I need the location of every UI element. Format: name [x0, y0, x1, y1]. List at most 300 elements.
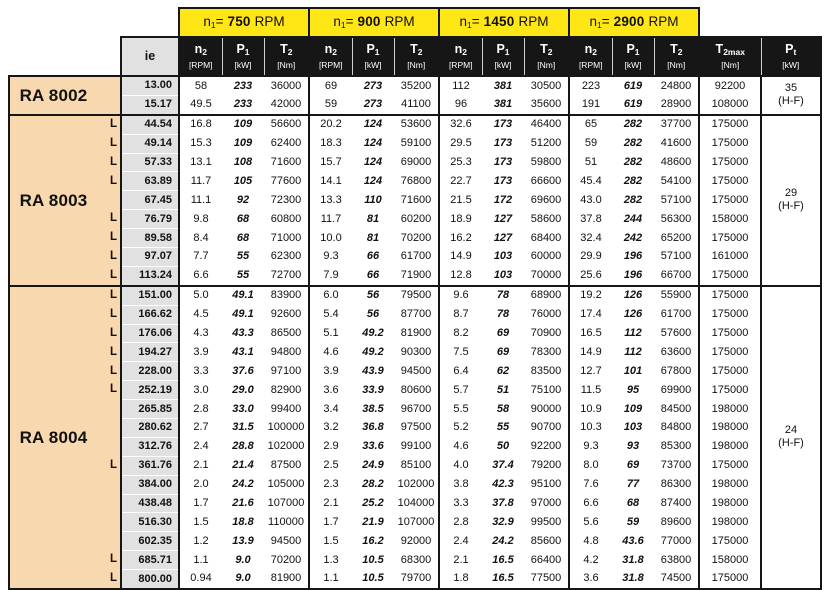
cell-p1: 21.4 [222, 456, 264, 475]
cell-n2: 51 [569, 153, 612, 172]
cell-t2: 99400 [264, 400, 309, 419]
cell-t2: 72300 [264, 191, 309, 210]
cell-n2: 18.9 [439, 210, 482, 229]
cell-t2: 107000 [394, 513, 439, 532]
cell-t2max: 175000 [699, 532, 761, 551]
cell-p1: 112 [612, 343, 654, 362]
cell-p1: 77 [612, 475, 654, 494]
col-header-t2 [264, 37, 309, 76]
col-header-n2 [569, 37, 612, 76]
col-header-unit: [kW] [234, 60, 252, 70]
cell-p1: 56 [352, 305, 394, 324]
symbol-subscript: 2 [332, 47, 337, 57]
cell-t2: 72700 [264, 266, 309, 285]
cell-t2: 60800 [264, 210, 309, 229]
cell-t2: 92000 [394, 532, 439, 551]
cell-n2: 15.7 [309, 153, 352, 172]
cell-t2: 28900 [654, 95, 699, 114]
table-row [9, 343, 821, 362]
col-header-ie: ie [121, 37, 179, 76]
cell-n2: 96 [439, 95, 482, 114]
table-row [9, 362, 821, 381]
table-row [9, 513, 821, 532]
cell-n2: 1.5 [179, 513, 222, 532]
cell-p1: 81 [352, 229, 394, 248]
cell-t2: 110000 [264, 513, 309, 532]
cell-ie: 685.71 [121, 551, 179, 570]
cell-n2: 13.3 [309, 191, 352, 210]
cell-p1: 43.3 [222, 324, 264, 343]
symbol-subscript: 2 [547, 47, 553, 57]
cell-n2: 29.9 [569, 248, 612, 267]
col-header-p1 [612, 37, 654, 76]
col-header-unit: [Nm] [537, 60, 556, 70]
cell-t2: 70000 [524, 266, 569, 285]
cell-p1: 69 [482, 324, 524, 343]
cell-t2: 71600 [394, 191, 439, 210]
cell-t2: 81900 [394, 324, 439, 343]
table-body [9, 76, 821, 589]
cell-p1: 66 [352, 248, 394, 267]
cell-p1: 31.8 [612, 551, 654, 570]
cell-p1: 109 [222, 134, 264, 153]
cell-t2: 77500 [524, 570, 569, 589]
cell-n2: 8.7 [439, 305, 482, 324]
cell-p1: 33.6 [352, 437, 394, 456]
speed-unit: RPM [384, 14, 415, 30]
table-row [9, 475, 821, 494]
cell-t2: 102000 [264, 437, 309, 456]
cell-t2: 54100 [654, 172, 699, 191]
cell-t2: 90300 [394, 343, 439, 362]
cell-p1: 282 [612, 172, 654, 191]
col-header-unit: [kW] [624, 60, 642, 70]
cell-p1: 196 [612, 248, 654, 267]
cell-ie: 63.89 [121, 172, 179, 191]
cell-n2: 45.4 [569, 172, 612, 191]
cell-p1: 51 [482, 381, 524, 400]
cell-t2max: 175000 [699, 343, 761, 362]
cell-p1: 110 [352, 191, 394, 210]
cell-n2: 8.2 [439, 324, 482, 343]
cell-p1: 282 [612, 153, 654, 172]
cell-t2max: 175000 [699, 305, 761, 324]
cell-n2: 1.1 [309, 570, 352, 589]
cell-p1: 103 [482, 266, 524, 285]
cell-p1: 273 [352, 76, 394, 95]
cell-p1: 242 [612, 229, 654, 248]
cell-p1: 93 [612, 437, 654, 456]
cell-p1: 38.5 [352, 400, 394, 419]
col-header-symbol [395, 43, 439, 59]
gear-ratings-table-wrapper [8, 7, 822, 590]
cell-p1: 28.2 [352, 475, 394, 494]
cell-n2: 3.9 [179, 343, 222, 362]
cell-n2: 2.3 [309, 475, 352, 494]
cell-n2: 43.0 [569, 191, 612, 210]
cell-p1: 233 [222, 95, 264, 114]
cell-t2: 95100 [524, 475, 569, 494]
cell-n2: 2.4 [179, 437, 222, 456]
cell-n2: 5.2 [439, 419, 482, 438]
cell-p1: 282 [612, 134, 654, 153]
pt-note: (H-F) [778, 95, 804, 108]
symbol-subscript: t [793, 47, 797, 57]
cell-p1: 105 [222, 172, 264, 191]
cell-t2: 83500 [524, 362, 569, 381]
speed-unit: RPM [648, 14, 679, 30]
symbol-text: T [670, 42, 678, 56]
gear-ratings-table [8, 7, 822, 590]
cell-t2: 70200 [394, 229, 439, 248]
cell-ie: 15.17 [121, 95, 179, 114]
cell-n2: 32.4 [569, 229, 612, 248]
cell-t2: 96700 [394, 400, 439, 419]
cell-l-marker: L [97, 324, 121, 343]
cell-n2: 16.8 [179, 115, 222, 134]
cell-t2: 102000 [394, 475, 439, 494]
cell-t2max: 198000 [699, 419, 761, 438]
cell-p1: 108 [222, 153, 264, 172]
cell-l-marker [97, 419, 121, 438]
cell-t2: 68400 [524, 229, 569, 248]
cell-n2: 1.3 [309, 551, 352, 570]
col-header-symbol [570, 43, 612, 59]
cell-p1: 124 [352, 134, 394, 153]
table-header [9, 8, 821, 76]
symbol-text: P [366, 42, 375, 56]
cell-l-marker [97, 400, 121, 419]
cell-p1: 78 [482, 286, 524, 305]
cell-t2: 24800 [654, 76, 699, 95]
cell-l-marker: L [97, 210, 121, 229]
cell-p1: 68 [612, 494, 654, 513]
cell-t2max: 175000 [699, 286, 761, 305]
col-header-symbol [440, 43, 482, 59]
cell-ie: 76.79 [121, 210, 179, 229]
cell-n2: 6.0 [309, 286, 352, 305]
cell-p1: 81 [352, 210, 394, 229]
cell-t2max: 175000 [699, 456, 761, 475]
symbol-subscript: 2 [677, 47, 683, 57]
symbol-subscript: 1 [504, 47, 510, 57]
cell-l-marker [97, 76, 121, 95]
speed-header-750 [179, 8, 309, 37]
cell-t2: 63600 [654, 343, 699, 362]
cell-t2: 41600 [654, 134, 699, 153]
cell-n2: 9.3 [309, 248, 352, 267]
cell-n2: 2.9 [309, 437, 352, 456]
cell-n2: 11.7 [179, 172, 222, 191]
cell-p1: 381 [482, 76, 524, 95]
cell-t2: 78300 [524, 343, 569, 362]
cell-n2: 0.94 [179, 570, 222, 589]
table-row [9, 115, 821, 134]
cell-t2: 51200 [524, 134, 569, 153]
table-row [9, 456, 821, 475]
cell-n2: 6.4 [439, 362, 482, 381]
cell-n2: 1.7 [179, 494, 222, 513]
cell-n2: 5.4 [309, 305, 352, 324]
symbol-text: n [194, 42, 203, 56]
cell-t2: 86500 [264, 324, 309, 343]
cell-p1: 37.4 [482, 456, 524, 475]
cell-p1: 78 [482, 305, 524, 324]
speed-subscript: 1 [210, 20, 216, 31]
col-header-p1 [482, 37, 524, 76]
cell-n2: 8.0 [569, 456, 612, 475]
cell-p1: 233 [222, 76, 264, 95]
cell-t2: 70200 [264, 551, 309, 570]
cell-n2: 12.7 [569, 362, 612, 381]
cell-n2: 10.9 [569, 400, 612, 419]
col-header-symbol [223, 43, 264, 59]
table-row [9, 153, 821, 172]
symbol-subscript: 1 [634, 47, 640, 57]
symbol-text: P [496, 42, 505, 56]
corner-blank [699, 8, 821, 37]
cell-t2: 67800 [654, 362, 699, 381]
cell-p1: 56 [352, 286, 394, 305]
speed-header-1450 [439, 8, 569, 37]
cell-n2: 9.3 [569, 437, 612, 456]
cell-t2max: 158000 [699, 551, 761, 570]
cell-t2max: 175000 [699, 134, 761, 153]
cell-t2: 60200 [394, 210, 439, 229]
cell-ie: 57.33 [121, 153, 179, 172]
cell-n2: 7.5 [439, 343, 482, 362]
cell-t2: 73700 [654, 456, 699, 475]
col-header-unit: [RPM] [578, 60, 603, 70]
col-header-unit: [Nm] [667, 60, 686, 70]
cell-p1: 16.5 [482, 570, 524, 589]
speed-symbol: n [459, 14, 468, 30]
cell-t2: 80600 [394, 381, 439, 400]
col-header-symbol [700, 43, 761, 59]
table-row [9, 248, 821, 267]
cell-l-marker: L [97, 362, 121, 381]
col-header-unit: [RPM] [188, 60, 213, 70]
cell-l-marker: L [97, 248, 121, 267]
cell-t2: 86300 [654, 475, 699, 494]
cell-p1: 126 [612, 286, 654, 305]
cell-l-marker [97, 513, 121, 532]
cell-n2: 4.8 [569, 532, 612, 551]
cell-t2max: 175000 [699, 381, 761, 400]
cell-n2: 4.5 [179, 305, 222, 324]
cell-l-marker: L [97, 134, 121, 153]
cell-t2: 84500 [654, 400, 699, 419]
cell-l-marker [97, 494, 121, 513]
cell-t2max: 158000 [699, 210, 761, 229]
symbol-subscript: 2max [723, 47, 745, 57]
cell-ie: 151.00 [121, 286, 179, 305]
cell-p1: 126 [612, 305, 654, 324]
speed-header-2900 [569, 8, 699, 37]
cell-ie: 516.30 [121, 513, 179, 532]
cell-t2: 99500 [524, 513, 569, 532]
cell-t2: 69600 [524, 191, 569, 210]
cell-ie: 44.54 [121, 115, 179, 134]
corner-blank [9, 8, 179, 37]
table-row [9, 570, 821, 589]
cell-p1: 9.0 [222, 551, 264, 570]
symbol-subscript: 2 [462, 47, 467, 57]
cell-t2: 56600 [264, 115, 309, 134]
cell-n2: 2.8 [179, 400, 222, 419]
cell-t2: 84800 [654, 419, 699, 438]
cell-t2max: 175000 [699, 191, 761, 210]
cell-n2: 5.5 [439, 400, 482, 419]
speed-value: 1450 [483, 14, 515, 30]
cell-p1: 42.3 [482, 475, 524, 494]
cell-ie: 602.35 [121, 532, 179, 551]
cell-n2: 25.3 [439, 153, 482, 172]
col-header-unit: [RPM] [318, 60, 343, 70]
table-row [9, 494, 821, 513]
speed-header-row [9, 8, 821, 37]
cell-t2max: 175000 [699, 570, 761, 589]
cell-t2: 58600 [524, 210, 569, 229]
cell-ie: 113.24 [121, 266, 179, 285]
cell-p1: 109 [222, 115, 264, 134]
cell-t2: 97000 [524, 494, 569, 513]
symbol-subscript: 2 [592, 47, 597, 57]
cell-p1: 10.5 [352, 551, 394, 570]
col-header-symbol [180, 43, 222, 59]
cell-t2: 76800 [394, 172, 439, 191]
speed-unit: RPM [518, 14, 549, 30]
cell-p1: 49.2 [352, 324, 394, 343]
table-row [9, 419, 821, 438]
table-row [9, 400, 821, 419]
cell-n2: 3.2 [309, 419, 352, 438]
col-header-unit: [Nm] [407, 60, 426, 70]
cell-pt [761, 286, 821, 589]
col-header-symbol [525, 43, 569, 59]
cell-n2: 14.1 [309, 172, 352, 191]
cell-t2: 66400 [524, 551, 569, 570]
cell-n2: 4.3 [179, 324, 222, 343]
cell-n2: 69 [309, 76, 352, 95]
col-header-unit: [kW] [494, 60, 512, 70]
table-row [9, 551, 821, 570]
cell-n2: 15.3 [179, 134, 222, 153]
cell-t2: 76000 [524, 305, 569, 324]
cell-n2: 19.2 [569, 286, 612, 305]
cell-t2: 57600 [654, 324, 699, 343]
cell-p1: 37.8 [482, 494, 524, 513]
cell-n2: 14.9 [439, 248, 482, 267]
cell-l-marker: L [97, 229, 121, 248]
col-header-symbol [762, 43, 821, 59]
cell-p1: 68 [222, 210, 264, 229]
cell-n2: 5.6 [569, 513, 612, 532]
cell-p1: 49.1 [222, 305, 264, 324]
cell-l-marker [97, 191, 121, 210]
speed-symbol: n [333, 14, 341, 30]
cell-p1: 103 [612, 419, 654, 438]
cell-p1: 16.2 [352, 532, 394, 551]
cell-n2: 21.5 [439, 191, 482, 210]
cell-p1: 109 [612, 400, 654, 419]
symbol-subscript: 2 [417, 47, 423, 57]
cell-p1: 69 [482, 343, 524, 362]
cell-p1: 55 [222, 248, 264, 267]
cell-t2: 35600 [524, 95, 569, 114]
cell-t2: 63800 [654, 551, 699, 570]
symbol-text: T [715, 42, 724, 56]
col-header-unit: [Nm] [721, 60, 740, 70]
cell-p1: 36.8 [352, 419, 394, 438]
cell-n2: 5.0 [179, 286, 222, 305]
cell-p1: 33.0 [222, 400, 264, 419]
cell-p1: 10.5 [352, 570, 394, 589]
cell-t2: 99100 [394, 437, 439, 456]
cell-t2: 87500 [264, 456, 309, 475]
symbol-text: n [324, 42, 333, 56]
cell-p1: 244 [612, 210, 654, 229]
cell-n2: 58 [179, 76, 222, 95]
cell-t2: 85600 [524, 532, 569, 551]
cell-n2: 4.6 [309, 343, 352, 362]
cell-n2: 4.2 [569, 551, 612, 570]
cell-ie: 228.00 [121, 362, 179, 381]
speed-subscript: 1 [597, 20, 602, 31]
cell-t2: 105000 [264, 475, 309, 494]
cell-t2: 71600 [264, 153, 309, 172]
table-row [9, 266, 821, 285]
cell-ie: 176.06 [121, 324, 179, 343]
cell-n2: 6.6 [179, 266, 222, 285]
table-row [9, 286, 821, 305]
cell-t2max: 175000 [699, 153, 761, 172]
pt-note: (H-F) [778, 200, 804, 213]
cell-t2: 68300 [394, 551, 439, 570]
cell-ie: 89.58 [121, 229, 179, 248]
cell-n2: 112 [439, 76, 482, 95]
cell-l-marker: L [97, 115, 121, 134]
cell-n2: 10.0 [309, 229, 352, 248]
cell-t2: 94500 [264, 532, 309, 551]
cell-ie: 265.85 [121, 400, 179, 419]
cell-p1: 18.8 [222, 513, 264, 532]
cell-t2: 85100 [394, 456, 439, 475]
cell-t2: 62300 [264, 248, 309, 267]
cell-t2: 57100 [654, 191, 699, 210]
cell-n2: 11.1 [179, 191, 222, 210]
cell-ie: 280.62 [121, 419, 179, 438]
corner-blank [9, 37, 121, 76]
table-row [9, 76, 821, 95]
cell-p1: 43.1 [222, 343, 264, 362]
col-header-n2 [179, 37, 222, 76]
cell-t2: 69000 [394, 153, 439, 172]
cell-n2: 1.7 [309, 513, 352, 532]
cell-n2: 49.5 [179, 95, 222, 114]
cell-t2max: 175000 [699, 172, 761, 191]
cell-t2: 56300 [654, 210, 699, 229]
cell-n2: 2.8 [439, 513, 482, 532]
cell-p1: 33.9 [352, 381, 394, 400]
cell-t2max: 108000 [699, 95, 761, 114]
cell-t2: 79200 [524, 456, 569, 475]
cell-p1: 49.2 [352, 343, 394, 362]
cell-t2: 87700 [394, 305, 439, 324]
cell-n2: 4.0 [439, 456, 482, 475]
cell-p1: 58 [482, 400, 524, 419]
cell-n2: 13.1 [179, 153, 222, 172]
